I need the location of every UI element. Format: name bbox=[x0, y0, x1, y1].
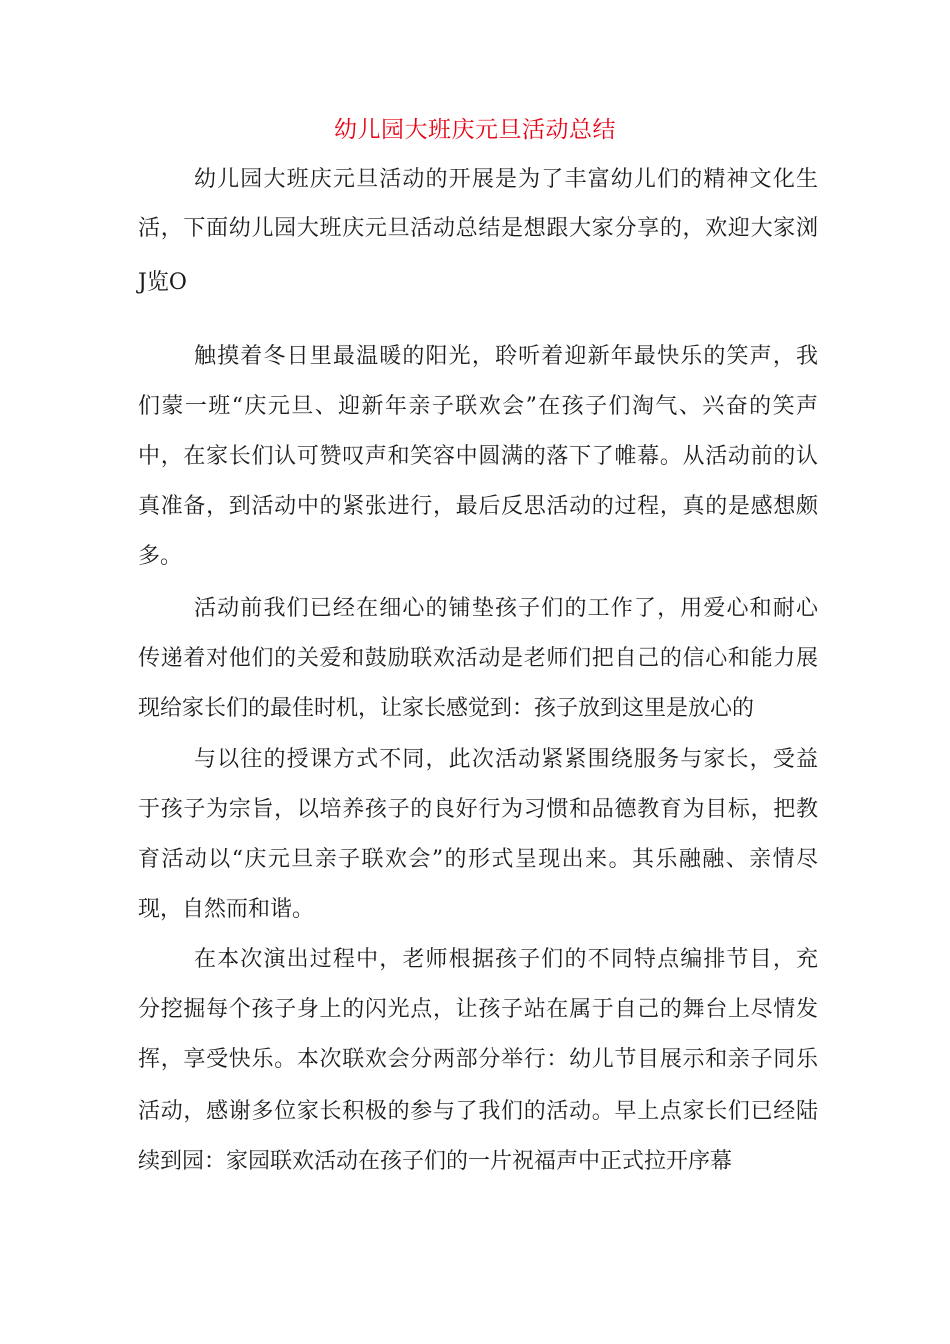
paragraph-4-line-2: 于孩子为宗旨，以培养孩子的良好行为习惯和品德教育为目标，把教 bbox=[138, 797, 818, 822]
paragraph-2-line-5: 多。 bbox=[138, 544, 183, 569]
paragraph-2-line-1: 触摸着冬日里最温暖的阳光，聆听着迎新年最快乐的笑声，我 bbox=[194, 344, 818, 369]
paragraph-3-line-1: 活动前我们已经在细心的铺垫孩子们的工作了，用爱心和耐心 bbox=[194, 596, 818, 621]
paragraph-2-line-3: 中，在家长们认可赞叹声和笑容中圆满的落下了帷幕。从活动前的认 bbox=[138, 444, 818, 469]
paragraph-4-line-1: 与以往的授课方式不同，此次活动紧紧围绕服务与家长，受益 bbox=[194, 747, 818, 772]
paragraph-5-line-2: 分挖掘每个孩子身上的闪光点，让孩子站在属于自己的舞台上尽情发 bbox=[138, 997, 818, 1022]
paragraph-5-line-5: 续到园：家园联欢活动在孩子们的一片祝福声中正式拉开序幕 bbox=[138, 1149, 733, 1174]
paragraph-2-line-4: 真准备，到活动中的紧张进行，最后反思活动的过程，真的是感想颇 bbox=[138, 494, 818, 519]
paragraph-1-line-1: 幼儿园大班庆元旦活动的开展是为了丰富幼儿们的精神文化生 bbox=[194, 167, 818, 192]
paragraph-3-line-3: 现给家长们的最佳时机，让家长感觉到：孩子放到这里是放心的 bbox=[138, 696, 755, 721]
paragraph-5-line-4: 活动，感谢多位家长积极的参与了我们的活动。早上点家长们已经陆 bbox=[138, 1099, 818, 1124]
document-title: 幼儿园大班庆元旦活动总结 bbox=[334, 117, 616, 143]
paragraph-4-line-3: 育活动以“庆元旦亲子联欢会”的形式呈现出来。其乐融融、亲情尽 bbox=[138, 847, 818, 872]
paragraph-1-line-3: J览O bbox=[138, 270, 187, 295]
paragraph-1-line-2: 活，下面幼儿园大班庆元旦活动总结是想跟大家分享的，欢迎大家浏 bbox=[138, 216, 818, 241]
paragraph-5-line-1: 在本次演出过程中，老师根据孩子们的不同特点编排节目，充 bbox=[194, 947, 818, 972]
paragraph-4-line-4: 现，自然而和谐。 bbox=[138, 897, 315, 922]
paragraph-5-line-3: 挥，享受快乐。本次联欢会分两部分举行：幼儿节目展示和亲子同乐 bbox=[138, 1047, 818, 1072]
paragraph-2-line-2: 们蒙一班“庆元旦、迎新年亲子联欢会”在孩子们淘气、兴奋的笑声 bbox=[138, 394, 818, 419]
paragraph-3-line-2: 传递着对他们的关爱和鼓励联欢活动是老师们把自己的信心和能力展 bbox=[138, 646, 818, 671]
